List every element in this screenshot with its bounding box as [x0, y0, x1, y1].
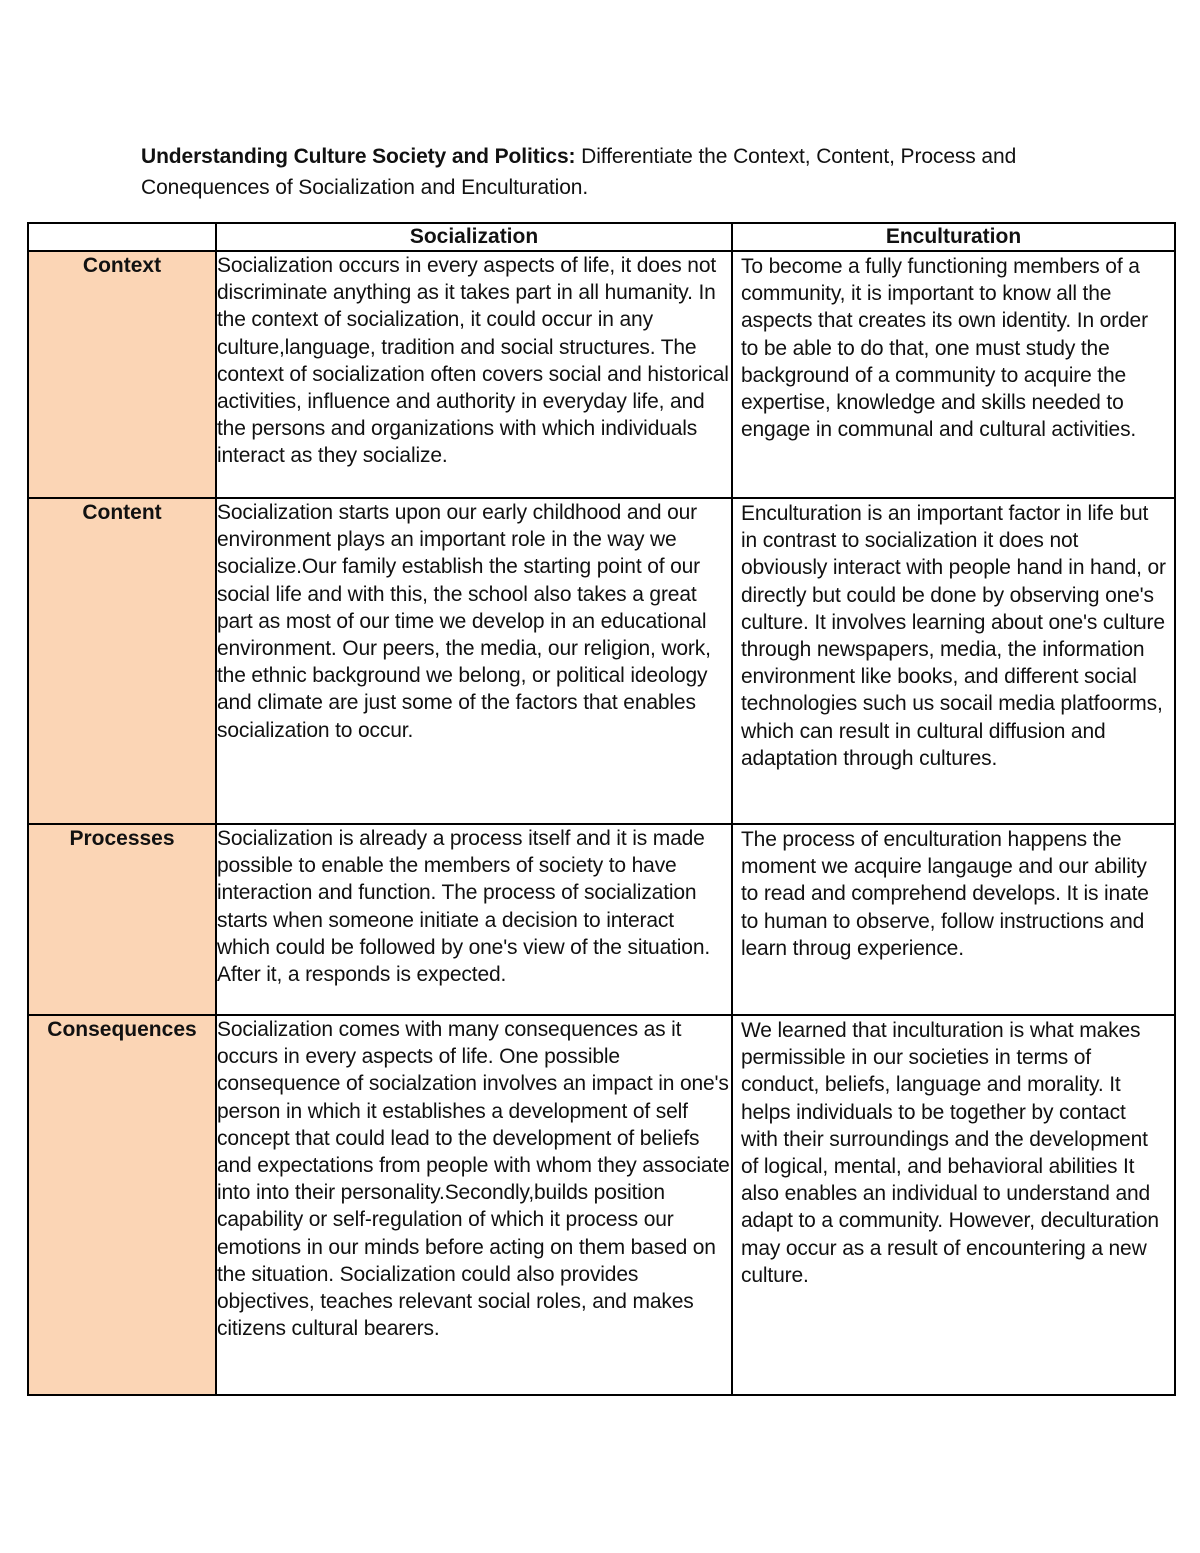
- table-row-content: [28, 498, 1175, 824]
- context-enculturation-cell: To become a fully functioning members of a community, it is important to know all the aspects that creates its own identity. In order to be able to do that, one must study the background of a community to acquire the expertise, knowledge and skills needed to engage in communal and cultural activities.: [732, 251, 1175, 498]
- table-header-row: [28, 223, 1175, 251]
- comparison-table: [27, 222, 1176, 1396]
- row-label-content: Content: [28, 498, 216, 824]
- header-blank-cell: [28, 223, 216, 251]
- document-title: [141, 141, 1041, 203]
- processes-enculturation-cell: The process of enculturation happens the moment we acquire langauge and our ability to read and comprehend develops. It is inate to human to observe, follow instructions and learn throug experience.: [732, 824, 1175, 1015]
- content-socialization-cell: Socialization starts upon our early childhood and our environment plays an important role in the way we socialize.Our family establish the starting point of our social life and with this, the school also takes a great part as most of our time we develop in an educational environment. Our peers, the media, our religion, work, the ethnic background we belong, or political ideology and climate are just some of the factors that enables socialization to occur.: [216, 498, 732, 824]
- table-row-processes: [28, 824, 1175, 1015]
- content-enculturation-cell: Enculturation is an important factor in life but in contrast to socialization it does not obviously interact with people hand in hand, or directly but could be done by observing one's culture. It involves learning about one's culture through newspapers, media, the information environment like books, and different social technologies such us socail media platfoorms, which can result in cultural diffusion and adaptation through cultures.: [732, 498, 1175, 824]
- header-socialization: Socialization: [216, 223, 732, 251]
- row-label-consequences: Consequences: [28, 1015, 216, 1395]
- context-socialization-cell: Socialization occurs in every aspects of life, it does not discriminate anything as it takes part in all humanity. In the context of socialization, it could occur in any culture,language, tradition and social structures. The context of socialization often covers social and historical activities, influence and authority in everyday life, and the persons and organizations with which individuals interact as they socialize.: [216, 251, 732, 498]
- header-enculturation: Enculturation: [732, 223, 1175, 251]
- consequences-socialization-cell: Socialization comes with many consequences as it occurs in every aspects of life. One possible consequence of socialzation involves an impact in one's person in which it establishes a development of self concept that could lead to the development of beliefs and expectations from people with whom they associate into into their personality.Secondly,builds position capability or self-regulation of which it process our emotions in our minds before acting on them based on the situation. Socialization could also provides objectives, teaches relevant social roles, and makes citizens cultural bearers.: [216, 1015, 732, 1395]
- processes-socialization-cell: Socialization is already a process itself and it is made possible to enable the members of society to have interaction and function. The process of socialization starts when someone initiate a decision to interact which could be followed by one's view of the situation. After it, a responds is expected.: [216, 824, 732, 1015]
- table-row-consequences: [28, 1015, 1175, 1395]
- row-label-processes: Processes: [28, 824, 216, 1015]
- title-bold: Understanding Culture Society and Politics:: [141, 145, 576, 168]
- row-label-context: Context: [28, 251, 216, 498]
- title-rest: Differentiate the Context, Content, Process and Conequences of Socialization and Enculturation.: [141, 145, 1017, 199]
- table-row-context: [28, 251, 1175, 498]
- consequences-enculturation-cell: We learned that inculturation is what makes permissible in our societies in terms of conduct, beliefs, language and morality. It helps individuals to be together by contact with their surroundings and the development of logical, mental, and behavioral abilities It also enables an individual to understand and adapt to a community. However, deculturation may occur as a result of encountering a new culture.: [732, 1015, 1175, 1395]
